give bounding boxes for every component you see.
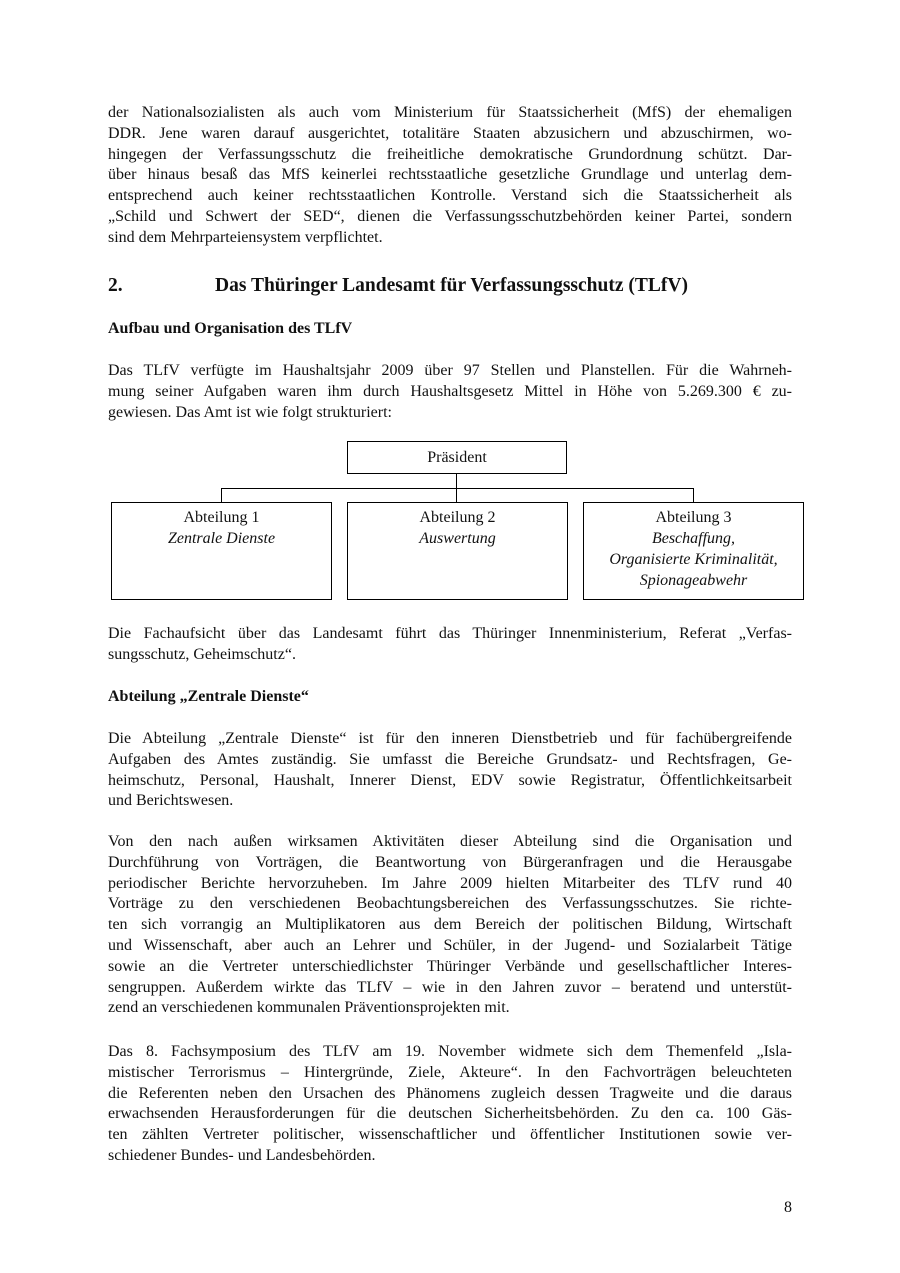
text-line: Die Abteilung „Zentrale Dienste“ ist für den inneren Dienstbetrieb und für fachübergreifende bbox=[108, 730, 792, 747]
zentrale-dienste-paragraph-1 bbox=[108, 729, 792, 812]
page-number: 8 bbox=[784, 1199, 792, 1216]
supervision-paragraph bbox=[108, 624, 792, 666]
text-line: sowie an die Vertreter unterschiedlichster Thüringer Verbände und gesellschaftlicher Interes- bbox=[108, 957, 792, 975]
text-line: die Referenten neben den Ursachen des Phänomens zugleich dessen Tragweite und die daraus bbox=[108, 1084, 792, 1102]
text-line: hingegen der Verfassungsschutz die freiheitliche demokratische Grundordnung schützt. Dar- bbox=[108, 145, 792, 163]
connector-dept-2 bbox=[456, 488, 457, 502]
text-line: mung seiner Aufgaben waren ihm durch Haushaltsgesetz Mittel in Höhe von 5.269.300 € zu- bbox=[108, 382, 792, 400]
dept-name: Abteilung 2 bbox=[419, 509, 496, 526]
subsection-heading-zentrale-dienste: Abteilung „Zentrale Dienste“ bbox=[108, 688, 309, 705]
dept-name: Abteilung 1 bbox=[183, 509, 260, 526]
text-line: zend an verschiedenen kommunalen Präventionsprojekten mit. bbox=[108, 999, 510, 1017]
dept-duty: Auswertung bbox=[419, 530, 496, 547]
zentrale-dienste-paragraph-3 bbox=[108, 1042, 792, 1167]
text-line: Das 8. Fachsymposium des TLfV am 19. November widmete sich dem Themenfeld „Isla- bbox=[108, 1043, 792, 1060]
text-line: Die Fachaufsicht über das Landesamt führt das Thüringer Innenministerium, Referat „Verfas- bbox=[108, 625, 792, 642]
text-line: mistischer Terrorismus – Hintergründe, Ziele, Akteure“. In den Fachvorträgen beleuchteten bbox=[108, 1063, 792, 1081]
dept-duty: Beschaffung, bbox=[651, 530, 736, 547]
section-title: Das Thüringer Landesamt für Verfassungsschutz (TLfV) bbox=[215, 275, 688, 296]
text-line: gewiesen. Das Amt ist wie folgt strukturiert: bbox=[108, 403, 392, 421]
text-line: und Wissenschaft, aber auch an Lehrer und Schüler, in der Jugend- und Sozialarbeit Tätige bbox=[108, 936, 792, 954]
text-line: DDR. Jene waren darauf ausgerichtet, totalitäre Staaten abzusichern und abzuschirmen, wo- bbox=[108, 124, 792, 142]
org-root-box bbox=[347, 441, 567, 474]
text-line: sengruppen. Außerdem wirkte das TLfV – wie in den Jahren zuvor – beratend und unterstüt- bbox=[108, 978, 792, 996]
text-line: Durchführung von Vorträgen, die Beantwortung von Bürgeranfragen und die Herausgabe bbox=[108, 853, 792, 871]
text-line: „Schild und Schwert der SED“, dienen die Verfassungsschutzbehörden keiner Partei, sondern bbox=[108, 207, 792, 225]
org-dept-1-box bbox=[111, 502, 332, 600]
budget-paragraph bbox=[108, 361, 792, 423]
text-line: erwachsenden Herausforderungen für die deutschen Sicherheitsbehörden. Zu den ca. 100 Gäs- bbox=[108, 1105, 792, 1123]
text-line: ten zählten Vertreter politischer, wissenschaftlicher und öffentlicher Institutionen sowie ver- bbox=[108, 1126, 792, 1144]
text-line: Vorträge zu den verschiedenen Beobachtungsbereichen des Verfassungsschutzes. Sie richte- bbox=[108, 895, 792, 913]
dept-duty: Zentrale Dienste bbox=[167, 530, 276, 547]
connector-dept-1 bbox=[221, 488, 222, 502]
connector-root-vertical bbox=[456, 474, 457, 488]
text-line: sungsschutz, Geheimschutz“. bbox=[108, 645, 296, 663]
text-line: Aufgaben des Amtes zuständig. Sie umfasst die Bereiche Grundsatz- und Rechtsfragen, Ge- bbox=[108, 750, 792, 768]
text-line: und Berichtswesen. bbox=[108, 792, 234, 810]
section-number: 2. bbox=[108, 275, 123, 296]
subsection-heading-organisation: Aufbau und Organisation des TLfV bbox=[108, 320, 353, 337]
text-line: Von den nach außen wirksamen Aktivitäten dieser Abteilung sind die Organisation und bbox=[108, 833, 792, 850]
text-line: über hinaus besaß das MfS keinerlei rechtsstaatliche gesetzliche Grundlage und unterlag dem- bbox=[108, 166, 792, 184]
section-heading bbox=[108, 275, 792, 301]
text-line: entsprechend auch keiner rechtsstaatlichen Kontrolle. Verstand sich die Staatssicherheit als bbox=[108, 187, 792, 205]
text-line: ten sich vorrangig an Multiplikatoren aus dem Bereich der politischen Bildung, Wirtschaft bbox=[108, 916, 792, 934]
text-line: Das TLfV verfügte im Haushaltsjahr 2009 über 97 Stellen und Planstellen. Für die Wahrneh- bbox=[108, 362, 792, 379]
org-root-label: Präsident bbox=[427, 449, 487, 466]
text-line: heimschutz, Personal, Haushalt, Innerer Dienst, EDV sowie Registratur, Öffentlichkeitsarbeit bbox=[108, 771, 792, 789]
text-line: schiedener Bundes- und Landesbehörden. bbox=[108, 1146, 376, 1164]
dept-duty: Spionageabwehr bbox=[639, 572, 748, 589]
dept-duty: Organisierte Kriminalität, bbox=[609, 551, 778, 568]
connector-dept-3 bbox=[693, 488, 694, 502]
zentrale-dienste-paragraph-2 bbox=[108, 832, 792, 1019]
dept-name: Abteilung 3 bbox=[655, 509, 732, 526]
text-line: der Nationalsozialisten als auch vom Ministerium für Staatssicherheit (MfS) der ehemaligen bbox=[108, 104, 792, 121]
connector-horizontal bbox=[221, 488, 694, 489]
org-dept-2-box bbox=[347, 502, 568, 600]
text-line: sind dem Mehrparteiensystem verpflichtet. bbox=[108, 228, 383, 246]
intro-paragraph bbox=[108, 103, 792, 249]
text-line: periodischer Berichte hervorzuheben. Im Jahre 2009 hielten Mitarbeiter des TLfV rund 40 bbox=[108, 874, 792, 892]
org-dept-3-box bbox=[583, 502, 804, 600]
